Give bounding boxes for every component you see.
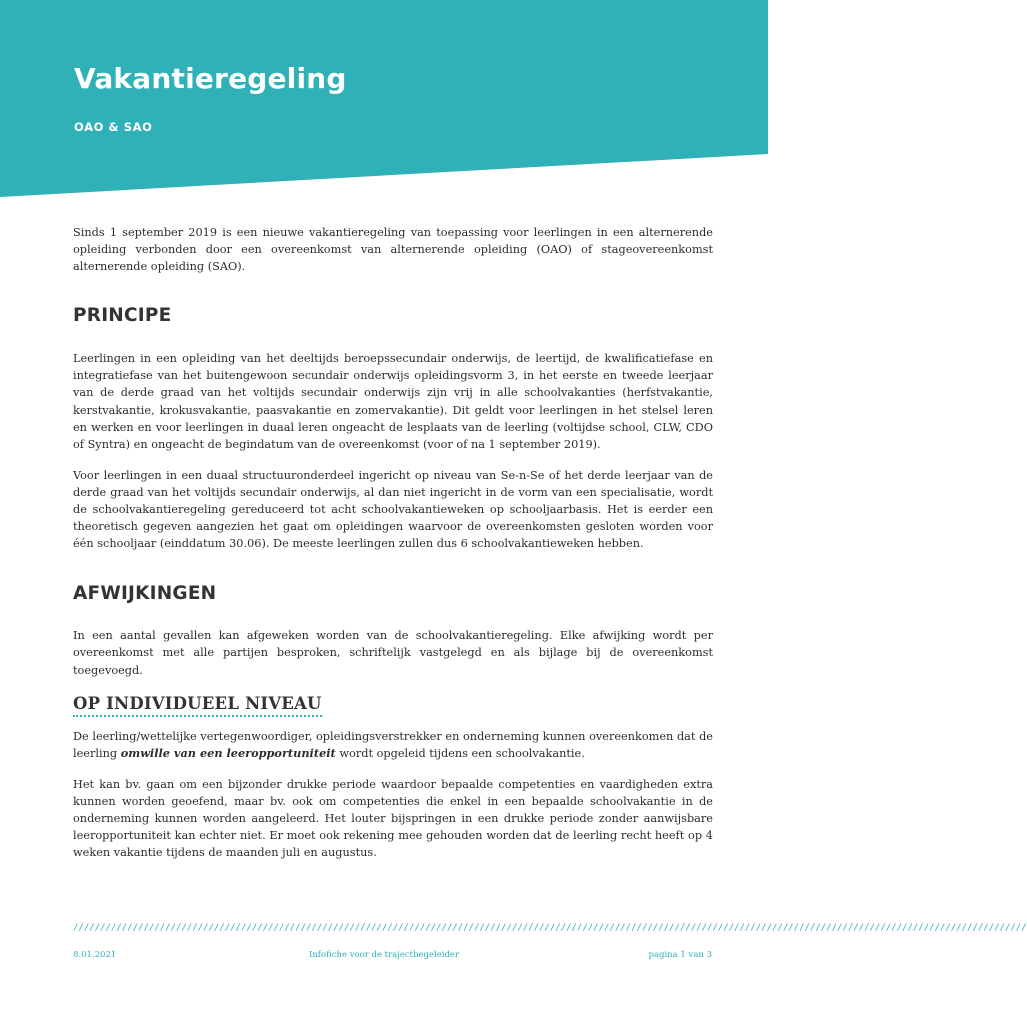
individueel-text-before: De leerling/wettelijke vertegenwoordiger, opleidingsverstrekker en onderneming kunnen overeenkomen dat de leerling — [73, 729, 713, 760]
footer-date: 8.01.2021 — [73, 950, 117, 960]
subsection-heading-wrapper — [73, 694, 713, 717]
individueel-paragraph-2: Het kan bv. gaan om een bijzonder drukke periode waardoor bepaalde competenties en vaardigheden extra kunnen worden geoefend, maar bv. ook om competenties die enkel in een bepaalde schoolvakantie in de onderneming kunnen worden aangeleerd. Het louter bijspringen in een drukke periode zonder aanwijsbare leeropportuniteit kan echter niet. Er moet ook rekening mee gehouden worden dat de leerling recht heeft op 4 weken vakantie tijdens de maanden juli en augustus. — [73, 777, 713, 860]
document-body — [73, 224, 713, 861]
footer-document-name: Infofiche voor de trajectbegeleider — [308, 950, 460, 960]
decorative-slash-divider: //////////////////////////////////////////////////////////////////////////////////////////////////////////////////////////////////////////////////////////////////////////////// — [73, 923, 1027, 933]
afwijkingen-paragraph: In een aantal gevallen kan afgeweken worden van de schoolvakantieregeling. Elke afwijking wordt per overeenkomst met alle partijen besproken, schriftelijk vastgelegd en als bijlage bij de overeenkomst toegevoegd. — [73, 629, 713, 677]
page-subtitle: OAO & SAO — [74, 120, 153, 134]
section-heading-principe: PRINCIPE — [73, 305, 172, 327]
emphasis-leeropportuniteit: omwille van een leeropportuniteit — [120, 745, 336, 760]
intro-paragraph: Sinds 1 september 2019 is een nieuwe vakantieregeling van toepassing voor leerlingen in een alternerende opleiding verbonden door een overeenkomst van alternerende opleiding (OAO) of stageovereenkomst alternerende opleiding (SAO). — [73, 226, 713, 274]
principe-paragraph-1: Leerlingen in een opleiding van het deeltijds beroepssecundair onderwijs, de leertijd, de kwalificatiefase en integratiefase van het buitengewoon secundair onderwijs opleidingsvorm 3, in het eerste en tweede leerjaar van de derde graad van het voltijds secundair onderwijs zijn vrij in alle schoolvakanties (herfstvakantie, kerstvakantie, krokusvakantie, paasvakantie en zomervakantie). Dit geldt voor leerlingen in het stelsel leren en werken en voor leerlingen in duaal leren ongeacht de lesplaats van de leerling (voltijdse school, CLW, CDO of Syntra) en ongeacht de begindatum van de overeenkomst (voor of na 1 september 2019). — [73, 352, 713, 451]
principe-paragraph-2: Voor leerlingen in een duaal structuuronderdeel ingericht op niveau van Se-n-Se of het derde leerjaar van de derde graad van het voltijds secundair onderwijs, al dan niet ingericht in de vorm van een specialisatie, wordt de schoolvakantieregeling gereduceerd tot acht schoolvakantieweken op schooljaarbasis. Het is eerder een theoretisch gegeven aangezien het gaat om opleidingen waarvoor de overeenkomsten gesloten worden voor één schooljaar (einddatum 30.06). De meeste leerlingen zullen dus 6 schoolvakantieweken hebben. — [73, 468, 713, 551]
section-heading-afwijkingen: AFWIJKINGEN — [73, 583, 217, 605]
header-banner — [0, 0, 768, 200]
page-title: Vakantieregeling — [74, 62, 347, 95]
footer-page-number: pagina 1 van 3 — [648, 950, 712, 960]
individueel-text-after: wordt opgeleid tijdens een schoolvakantie. — [335, 746, 585, 760]
individueel-paragraph-1 — [73, 728, 713, 762]
subsection-heading-individueel: OP INDIVIDUEEL NIVEAU — [73, 694, 322, 717]
